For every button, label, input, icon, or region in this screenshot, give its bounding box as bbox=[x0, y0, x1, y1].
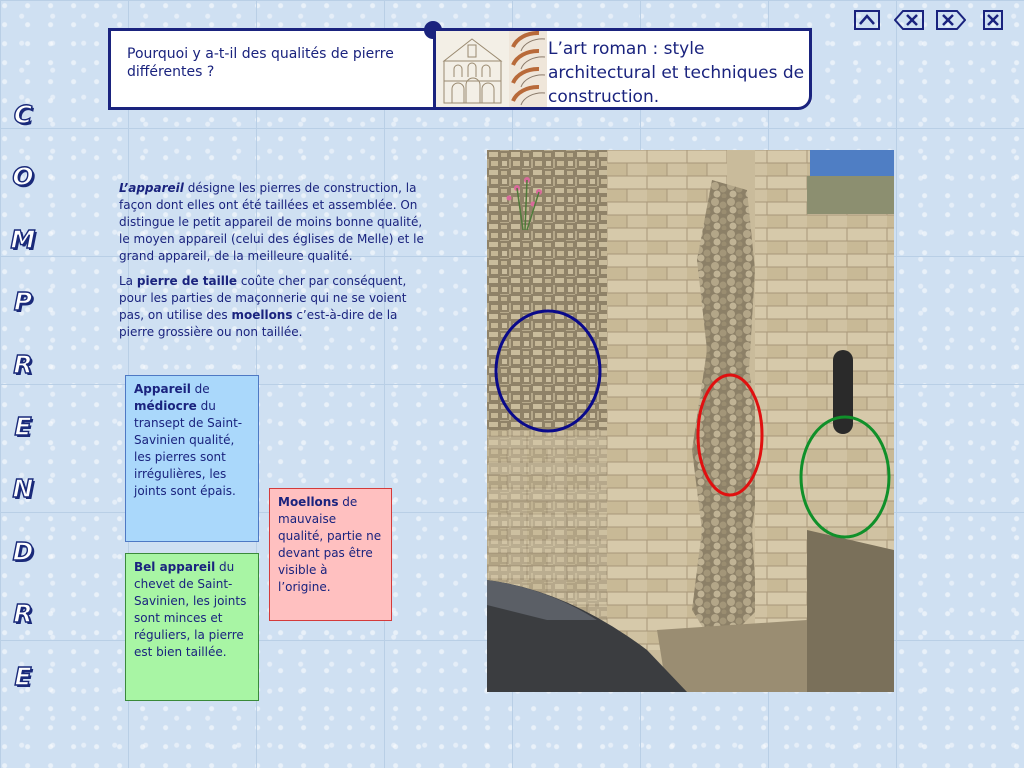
text-fragment: de bbox=[190, 382, 210, 396]
vertical-word-comprendre bbox=[6, 84, 40, 708]
intro-paragraph-pierre bbox=[119, 273, 429, 341]
term-moellons: Moellons bbox=[278, 495, 339, 509]
close-icon bbox=[983, 10, 1003, 30]
header-question: Pourquoi y a-t-il des qualités de pierre différentes ? bbox=[127, 46, 394, 80]
letter: D bbox=[12, 536, 34, 566]
term-moellons: moellons bbox=[231, 308, 293, 322]
header-title: L’art roman : style architectural et techniques de construction. bbox=[548, 39, 805, 107]
callout-text: du transept de Saint-Savinien qualité, les pierres sont irrégulières, les joints sont épais. bbox=[134, 399, 243, 498]
back-button[interactable] bbox=[894, 9, 924, 31]
text-fragment: coûte cher par conséquent, pour les parties de maçonnerie qui ne se voient pas, on utilise des bbox=[119, 274, 407, 322]
letter: N bbox=[12, 474, 34, 504]
church-masonry-photo bbox=[487, 150, 894, 692]
callout-moellons bbox=[269, 488, 392, 621]
header-box bbox=[108, 28, 812, 110]
term-mediocre: médiocre bbox=[134, 399, 197, 413]
up-button[interactable] bbox=[852, 9, 882, 31]
letter: R bbox=[13, 599, 33, 629]
letter: R bbox=[13, 349, 33, 379]
back-x-icon bbox=[894, 10, 924, 30]
term-appareil: L’appareil bbox=[119, 181, 184, 195]
forward-button[interactable] bbox=[936, 9, 966, 31]
text-fragment: La bbox=[119, 274, 137, 288]
arrow-up-icon bbox=[854, 10, 880, 30]
letter: P bbox=[13, 287, 33, 317]
callout-text: du chevet de Saint-Savinien, les joints sont minces et réguliers, la pierre est bien taillée. bbox=[134, 560, 247, 659]
term-appareil: Appareil bbox=[134, 382, 191, 396]
letter: E bbox=[14, 412, 32, 442]
intro-paragraph-appareil bbox=[119, 180, 429, 265]
appareil-definition: désigne les pierres de construction, la façon dont elles ont été taillées et assemblée. On distingue le petit appareil de moins bonne qualité, le moyen appareil (celui des églises de Melle) et le grand appareil, de la meilleure qualité. bbox=[119, 181, 424, 263]
letter: E bbox=[14, 661, 32, 691]
close-button[interactable] bbox=[978, 9, 1008, 31]
facade-drawing-thumbnail bbox=[436, 31, 509, 107]
callout-bel-appareil bbox=[125, 553, 259, 701]
term-bel-appareil: Bel appareil bbox=[134, 560, 216, 574]
letter: O bbox=[12, 162, 34, 192]
letter: M bbox=[10, 224, 36, 254]
intro-text bbox=[119, 180, 429, 349]
forward-x-icon bbox=[936, 10, 966, 30]
term-pierre-de-taille: pierre de taille bbox=[136, 274, 238, 288]
callout-text: de mauvaise qualité, partie ne devant pas être visible à l’origine. bbox=[278, 495, 382, 594]
letter: C bbox=[13, 100, 33, 129]
arch-photo-thumbnail bbox=[509, 31, 547, 107]
callout-appareil-mediocre bbox=[125, 375, 259, 542]
header-question-panel bbox=[111, 31, 436, 107]
text-fragment: c’est-à-dire de la pierre grossière ou non taillée. bbox=[119, 308, 398, 339]
nav-buttons bbox=[852, 9, 1008, 31]
